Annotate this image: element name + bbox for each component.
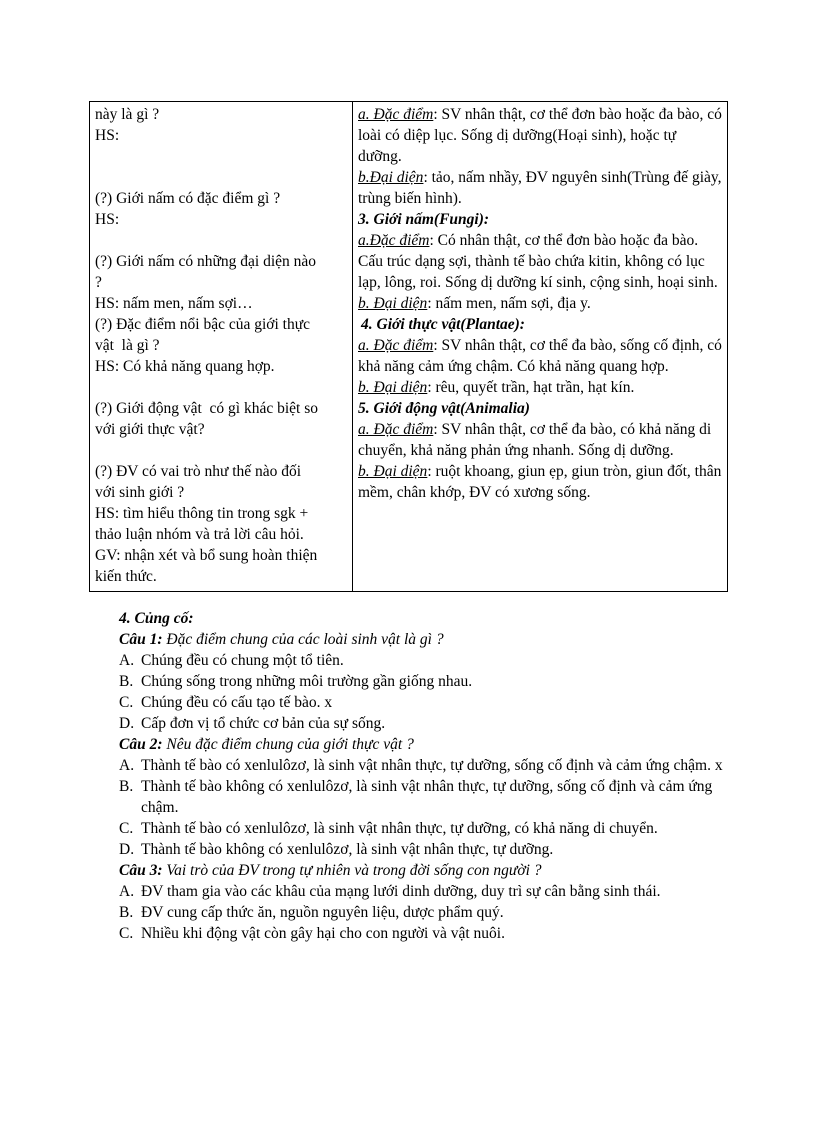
q2-option-c: C. Thành tế bào có xenlulôzơ, là sinh vật nhân thực, tự dưỡng, có khả năng di chuyển. bbox=[119, 820, 658, 837]
left-line: kiến thức. bbox=[95, 568, 157, 585]
q2-option-d: D. Thành tế bào không có xenlulôzơ, là sinh vật nhân thực, tự dưỡng. bbox=[119, 841, 554, 858]
fungi-examples: b. Đại diện: nấm men, nấm sợi, địa y. bbox=[358, 295, 591, 312]
left-line: HS: nấm men, nấm sợi… bbox=[95, 295, 253, 312]
plantae-examples: b. Đại diện: rêu, quyết trần, hạt trần, hạt kín. bbox=[358, 379, 635, 396]
consolidation-section bbox=[119, 608, 724, 944]
q3-option-b: B. ĐV cung cấp thức ăn, nguồn nguyên liệu, dược phẩm quý. bbox=[119, 904, 504, 921]
lesson-table bbox=[89, 101, 728, 592]
animalia-heading: 5. Giới động vật(Animalia) bbox=[358, 400, 530, 417]
question-3: Câu 3: Vai trò của ĐV trong tự nhiên và trong đời sống con người ? bbox=[119, 862, 542, 879]
left-line: GV: nhận xét và bổ sung hoàn thiện bbox=[95, 547, 318, 564]
left-line bbox=[95, 167, 347, 188]
left-line: (?) Giới nấm có đặc điểm gì ? bbox=[95, 190, 281, 207]
left-line: HS: Có khả năng quang hợp. bbox=[95, 358, 275, 375]
left-line: (?) Đặc điểm nổi bậc của giới thực bbox=[95, 316, 310, 333]
left-line bbox=[95, 146, 347, 167]
left-line: vật là gì ? bbox=[95, 337, 160, 354]
left-line: (?) Giới nấm có những đại diện nào bbox=[95, 253, 317, 270]
left-line: với giới thực vật? bbox=[95, 421, 205, 438]
fungi-heading: 3. Giới nấm(Fungi): bbox=[358, 211, 490, 228]
animalia-examples: b. Đại diện: ruột khoang, giun ẹp, giun tròn, giun đốt, thân mềm, chân khớp, ĐV có xương sống. bbox=[358, 463, 722, 501]
q1-option-d: D. Cấp đơn vị tổ chức cơ bản của sự sống. bbox=[119, 715, 386, 732]
left-line: thảo luận nhóm và trả lời câu hỏi. bbox=[95, 526, 304, 543]
question-2: Câu 2: Nêu đặc điểm chung của giới thực vật ? bbox=[119, 736, 414, 753]
teacher-student-activity-cell bbox=[90, 102, 353, 592]
left-line: (?) ĐV có vai trò như thế nào đối bbox=[95, 463, 302, 480]
plantae-features: a. Đặc điểm: SV nhân thật, cơ thể đa bào, sống cố định, có khả năng cảm ứng chậm. Có khả năng quang hợp. bbox=[358, 337, 722, 375]
left-line: HS: bbox=[95, 211, 120, 228]
left-line bbox=[95, 440, 347, 461]
plantae-heading: 4. Giới thực vật(Plantae): bbox=[361, 316, 525, 333]
left-line bbox=[95, 230, 347, 251]
q1-option-c: C. Chúng đều có cấu tạo tế bào. x bbox=[119, 694, 333, 711]
left-line: HS: bbox=[95, 127, 120, 144]
left-line: ? bbox=[95, 274, 102, 291]
left-line: này là gì ? bbox=[95, 106, 160, 123]
q3-option-a: A. ĐV tham gia vào các khâu của mạng lưới dinh dưỡng, duy trì sự cân bằng sinh thái. bbox=[119, 883, 661, 900]
content-cell bbox=[353, 102, 728, 592]
question-1: Câu 1: Đặc điểm chung của các loài sinh vật là gì ? bbox=[119, 631, 444, 648]
q2-option-b: B. Thành tế bào không có xenlulôzơ, là sinh vật nhân thực, tự dưỡng, sống cố định và cảm ứng chậm. bbox=[119, 778, 713, 816]
fungi-features: a.Đặc điểm: Có nhân thật, cơ thể đơn bào hoặc đa bào. Cấu trúc dạng sợi, thành tế bào chứa kitin, không có lục lạp, lông, roi. Sống dị dưỡng kí sinh, cộng sinh, hoại sinh. bbox=[358, 232, 718, 291]
q1-option-b: B. Chúng sống trong những môi trường gần giống nhau. bbox=[119, 673, 473, 690]
protista-examples: b.Đại diện: tảo, nấm nhầy, ĐV nguyên sinh(Trùng đế giày, trùng biến hình). bbox=[358, 169, 722, 207]
left-line bbox=[95, 377, 347, 398]
left-line: HS: tìm hiểu thông tin trong sgk + bbox=[95, 505, 309, 522]
q1-option-a: A. Chúng đều có chung một tổ tiên. bbox=[119, 652, 344, 669]
left-line: (?) Giới động vật có gì khác biệt so bbox=[95, 400, 318, 417]
protista-features: a. Đặc điểm: SV nhân thật, cơ thể đơn bào hoặc đa bào, có loài có diệp lục. Sống dị dưỡng(Hoại sinh), hoặc tự dưỡng. bbox=[358, 106, 722, 165]
q2-option-a: A. Thành tế bào có xenlulôzơ, là sinh vật nhân thực, tự dưỡng, sống cố định và cảm ứng chậm. x bbox=[119, 757, 723, 774]
consolidation-heading: 4. Củng cố: bbox=[119, 610, 194, 627]
left-line: với sinh giới ? bbox=[95, 484, 185, 501]
animalia-features: a. Đặc điểm: SV nhân thật, cơ thể đa bào, có khả năng di chuyển, khả năng phản ứng nhanh. Sống dị dưỡng. bbox=[358, 421, 712, 459]
q3-option-c: C. Nhiều khi động vật còn gây hại cho con người và vật nuôi. bbox=[119, 925, 505, 942]
